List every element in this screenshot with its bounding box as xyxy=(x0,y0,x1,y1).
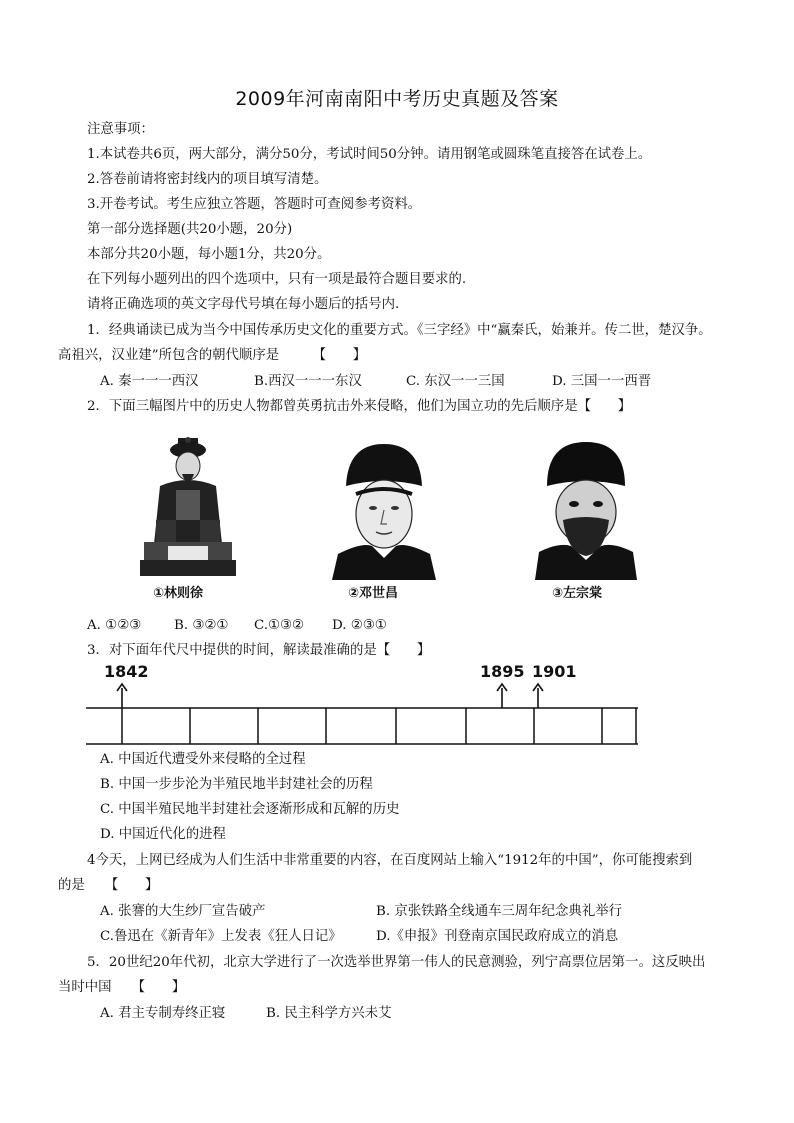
q4-option-d: D.《申报》刊登南京国民政府成立的消息 xyxy=(376,929,619,944)
q3-option-d: D. 中国近代化的进程 xyxy=(100,827,226,842)
q4-option-a: A. 张謇的大生纱厂宣告破产 xyxy=(100,904,266,919)
question-5-stem-cont: 当时中国 【 】 xyxy=(58,980,186,995)
timeline-year: 1901 xyxy=(532,662,577,681)
notice-heading: 注意事项： xyxy=(87,122,154,137)
question-5-stem: 5．20世纪20年代初，北京大学进行了一次选举世界第一伟人的民意测验，列宁高票位居第一。这反映出 xyxy=(87,955,706,970)
timeline-year: 1895 xyxy=(480,662,525,681)
q3-option-a: A. 中国近代遭受外来侵略的全过程 xyxy=(100,752,306,767)
portrait-deng-shichang xyxy=(332,442,436,580)
q4-option-c: C.鲁迅在《新青年》上发表《狂人日记》 xyxy=(100,929,342,944)
q2-option-a: A. ①②③ xyxy=(87,618,142,633)
portrait-caption: ①林则徐 xyxy=(153,586,204,601)
notice-item: 3.开卷考试。考生应独立答题，答题时可查阅参考资料。 xyxy=(87,197,422,212)
q2-option-d: D. ②③① xyxy=(332,618,387,633)
instruction: 在下列每小题列出的四个选项中，只有一项是最符合题目要求的. xyxy=(87,272,467,287)
q1-option-d: D. 三国一一西晋 xyxy=(552,374,652,389)
question-1-stem: 1．经典诵读已成为当今中国传承历史文化的重要方式。《三字经》中“赢秦氏，始兼并。传二世，楚汉争。 xyxy=(87,323,712,338)
page-title: 2009年河南南阳中考历史真题及答案 xyxy=(235,88,559,110)
q3-option-c: C. 中国半殖民地半封建社会逐渐形成和瓦解的历史 xyxy=(100,802,400,817)
q3-option-b: B. 中国一步步沦为半殖民地半封建社会的历程 xyxy=(100,777,373,792)
question-4-stem-cont: 的是 【 】 xyxy=(58,878,159,893)
part-description: 本部分共20小题，每小题1分，共20分。 xyxy=(87,247,331,262)
q2-option-c: C.①③② xyxy=(254,618,305,633)
q4-option-b: B. 京张铁路全线通车三周年纪念典礼举行 xyxy=(376,904,622,919)
portrait-caption: ②邓世昌 xyxy=(348,586,399,601)
q1-option-c: C. 东汉一一三国 xyxy=(406,374,505,389)
portrait-lin-zexu xyxy=(138,434,238,580)
part-heading: 第一部分选择题(共20小题，20分) xyxy=(87,222,293,237)
timeline-ruler xyxy=(86,660,638,750)
question-4-stem: 4今天，上网已经成为人们生活中非常重要的内容，在百度网站上输入“1912年的中国”，你可能搜索到 xyxy=(87,853,693,868)
portrait-caption: ③左宗棠 xyxy=(552,586,603,601)
question-3-stem: 3．对下面年代尺中提供的时间，解读最准确的是【 】 xyxy=(87,643,431,658)
notice-item: 1.本试卷共6页，两大部分，满分50分，考试时间50分钟。请用钢笔或圆珠笔直接答在试卷上。 xyxy=(87,147,652,162)
portrait-zuo-zongtang xyxy=(535,440,637,580)
q5-option-b: B. 民主科学方兴未艾 xyxy=(266,1006,392,1021)
q1-option-b: B.西汉一一一东汉 xyxy=(254,374,362,389)
question-1-stem-cont: 高祖兴，汉业建”所包含的朝代顺序是 【 】 xyxy=(58,348,367,363)
q1-option-a: A. 秦一一一西汉 xyxy=(100,374,199,389)
q5-option-a: A. 君主专制寿终正寝 xyxy=(100,1006,226,1021)
question-2-stem: 2．下面三幅图片中的历史人物都曾英勇抗击外来侵略，他们为国立功的先后顺序是【 】 xyxy=(87,399,632,414)
timeline-year: 1842 xyxy=(104,662,149,681)
q2-option-b: B. ③②① xyxy=(174,618,229,633)
notice-item: 2.答卷前请将密封线内的项目填写清楚。 xyxy=(87,172,328,187)
instruction: 请将正确选项的英文字母代号填在每小题后的括号内. xyxy=(87,297,400,312)
